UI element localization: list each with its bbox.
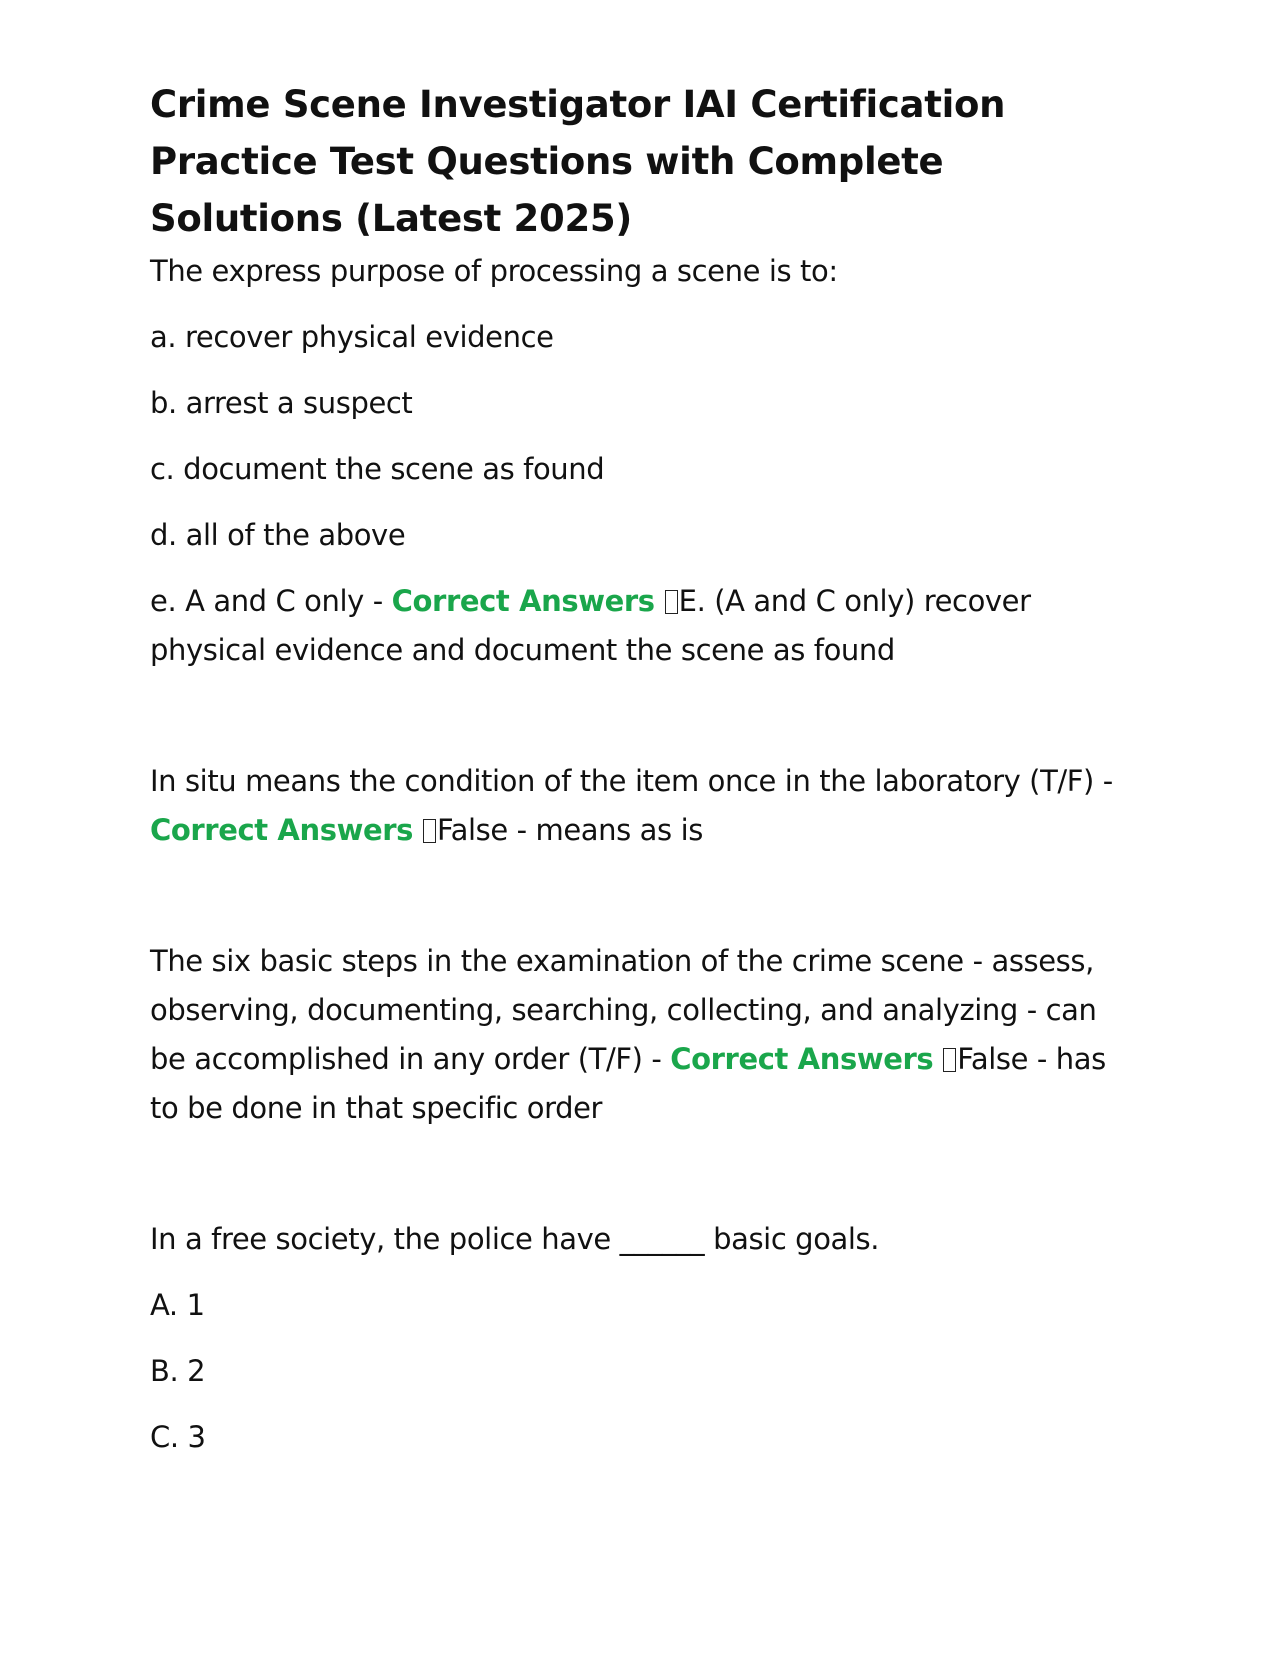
question-1-option-a: a. recover physical evidence xyxy=(150,320,554,354)
question-1 xyxy=(150,247,1135,675)
question-3-answer: False - has to be done in that specific order xyxy=(150,1042,1106,1125)
missing-glyph-icon xyxy=(943,1048,956,1072)
question-1-option-c: c. document the scene as found xyxy=(150,452,605,486)
question-2-answer: False - means as is xyxy=(437,813,703,847)
document-title: Crime Scene Investigator IAI Certification Practice Test Questions with Complete Solutions (Latest 2025) xyxy=(150,83,1006,240)
question-1-option-d: d. all of the above xyxy=(150,518,406,552)
question-4-stem: In a free society, the police have ______ basic goals. xyxy=(150,1222,880,1256)
question-3 xyxy=(150,937,1135,1133)
document-page xyxy=(150,76,1135,1462)
question-3-stem: The six basic steps in the examination of the crime scene - assess, observing, documenting, searching, collecting, and analyzing - can be accomplished in any order (T/F) - xyxy=(150,944,1097,1076)
question-2-text xyxy=(150,757,1135,855)
question-4-option-a: A. 1 xyxy=(150,1288,205,1322)
question-4-option-b: B. 2 xyxy=(150,1354,206,1388)
correct-answers-label: Correct Answers xyxy=(391,584,655,618)
question-4-option-c: C. 3 xyxy=(150,1420,206,1454)
question-3-text xyxy=(150,937,1135,1133)
question-2 xyxy=(150,757,1135,855)
correct-answers-label: Correct Answers xyxy=(150,813,414,847)
missing-glyph-icon xyxy=(423,819,436,843)
correct-answers-label: Correct Answers xyxy=(670,1042,934,1076)
question-1-option-b: b. arrest a suspect xyxy=(150,386,413,420)
question-2-stem: In situ means the condition of the item once in the laboratory (T/F) - xyxy=(150,764,1113,798)
question-4 xyxy=(150,1215,1135,1462)
question-1-option-e-with-answer xyxy=(150,577,1135,675)
question-1-answer: E. (A and C only) recover physical evidence and document the scene as found xyxy=(150,584,1031,667)
question-1-option-e: e. A and C only - xyxy=(150,584,383,618)
question-1-stem: The express purpose of processing a scene is to: xyxy=(150,254,838,288)
missing-glyph-icon xyxy=(665,590,678,614)
